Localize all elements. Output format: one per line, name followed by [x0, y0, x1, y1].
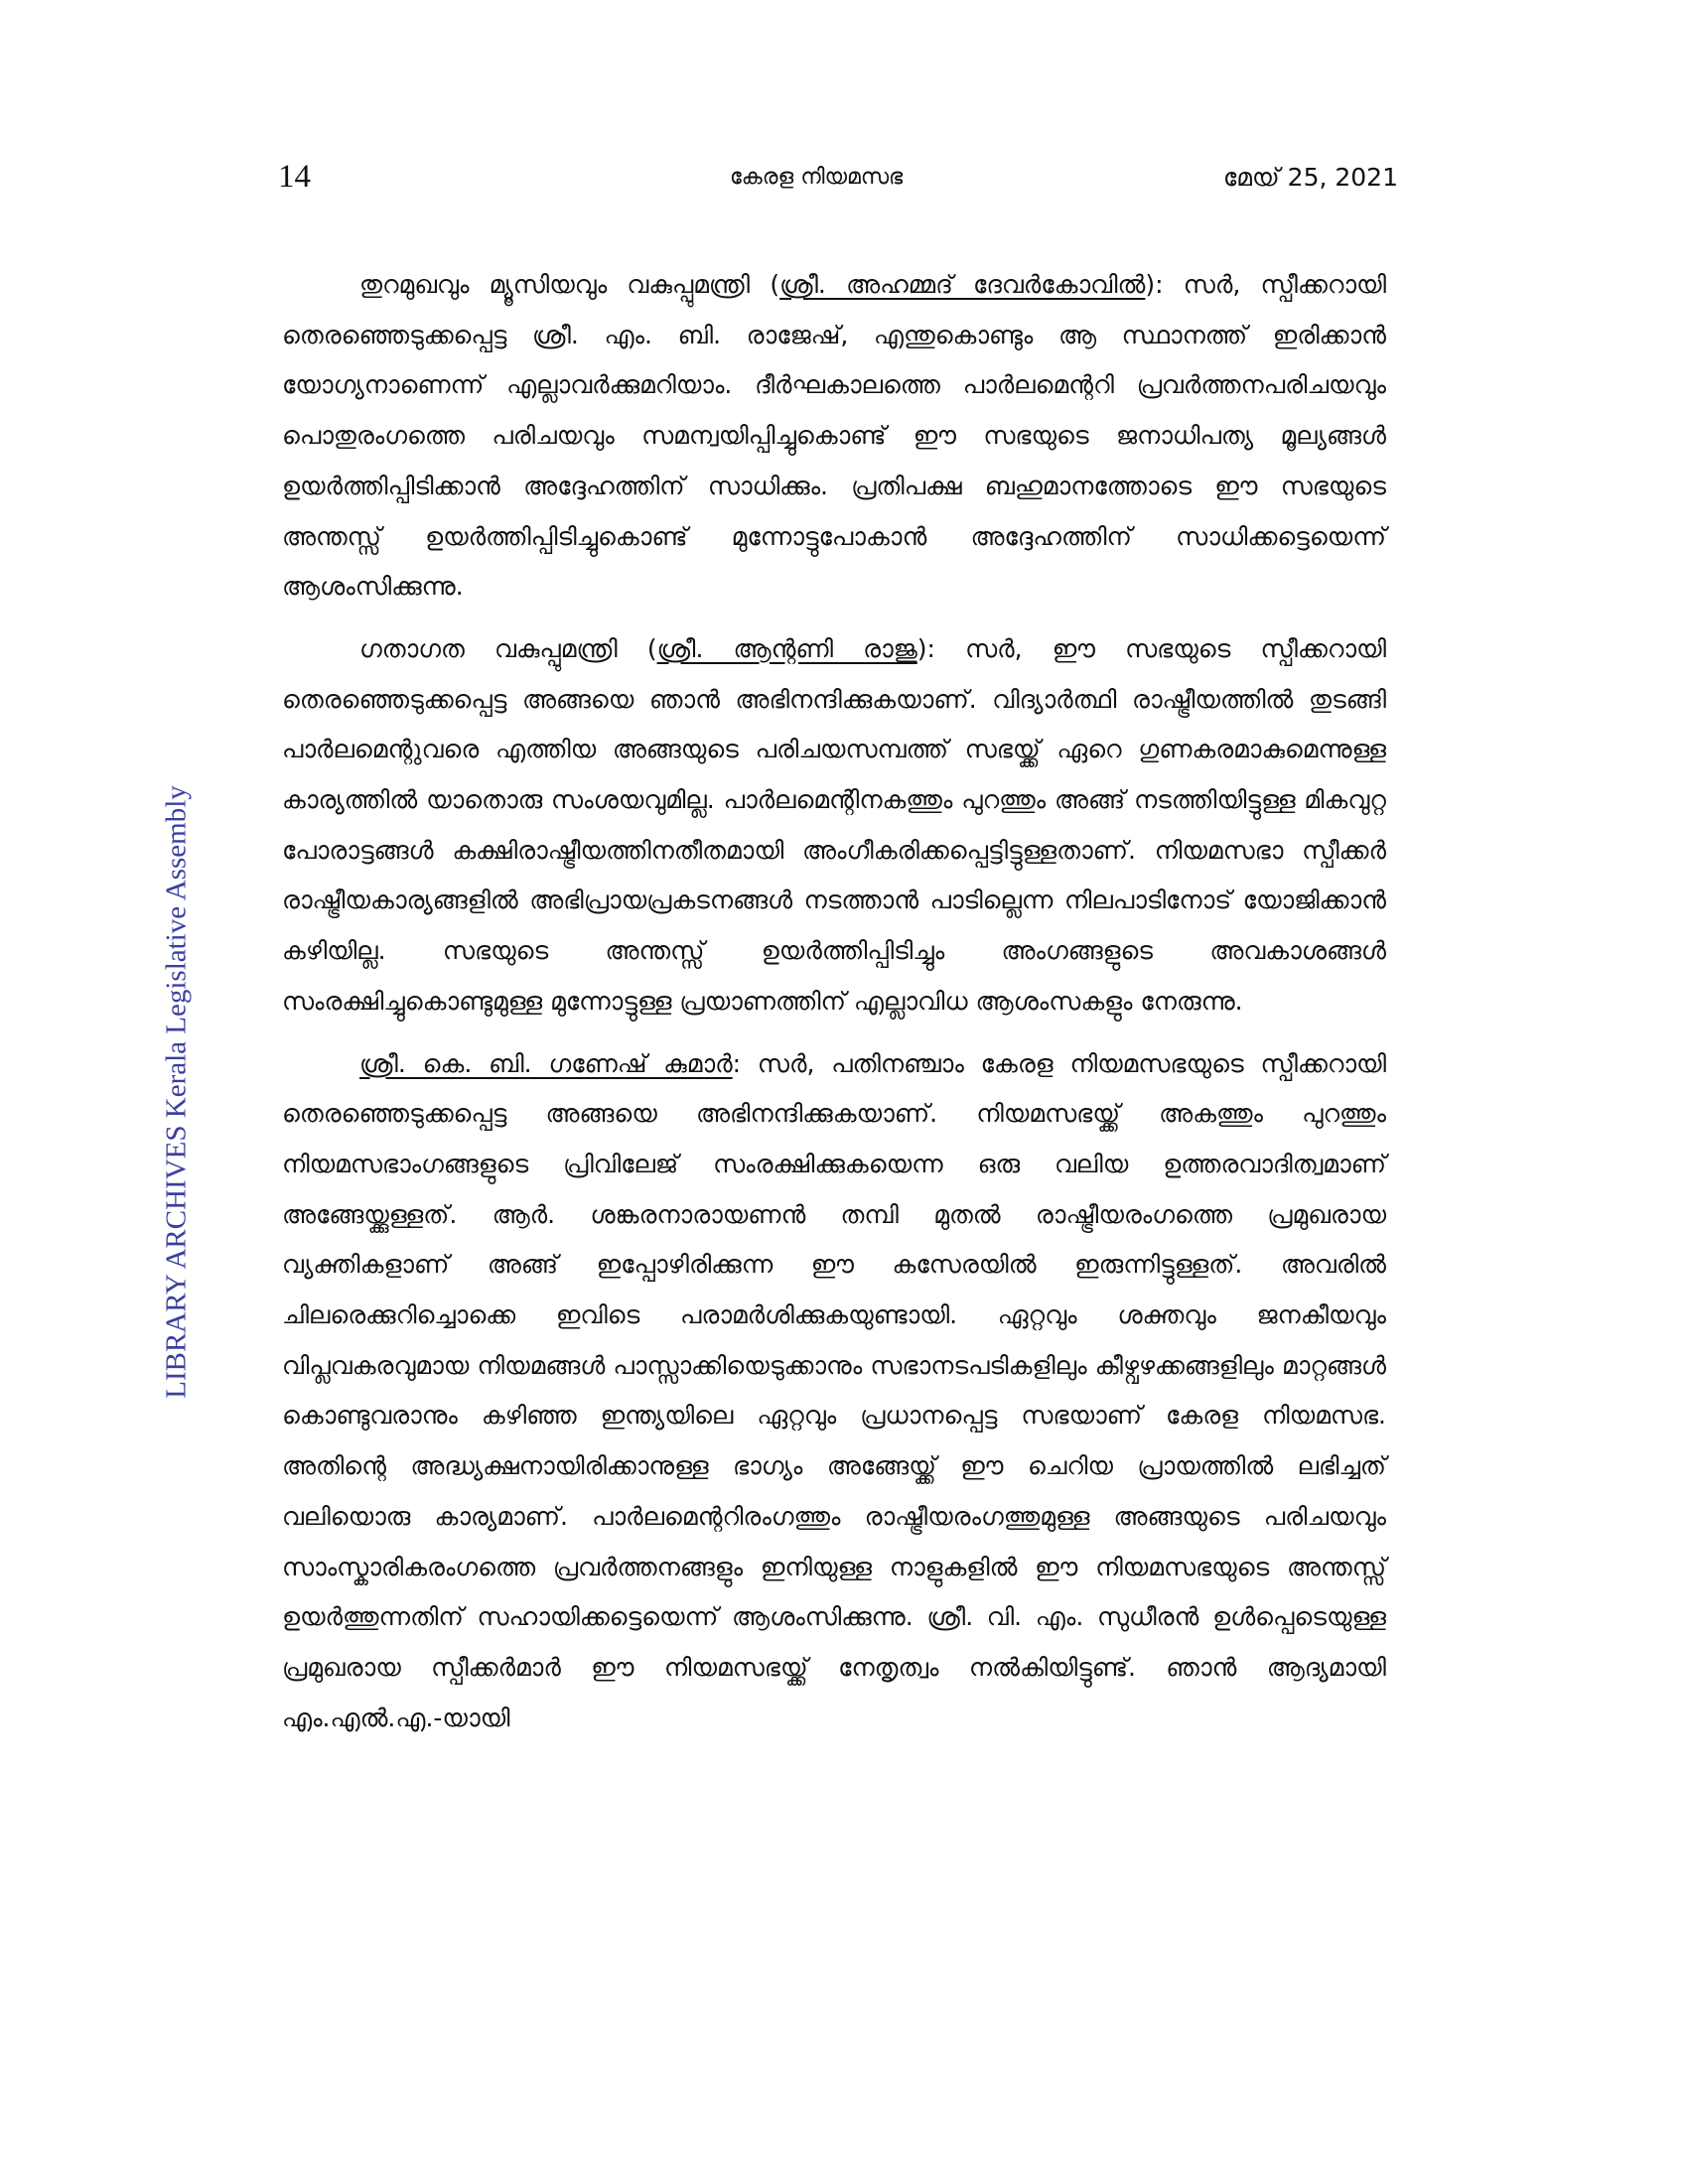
speaker-title: തുറമുഖവും മ്യൂസിയവും വകുപ്പുമന്ത്രി ( — [359, 270, 780, 299]
header-date: മേയ് 25, 2021 — [1222, 163, 1398, 192]
speaker-name: ശ്രീ. കെ. ബി. ഗണേഷ് കുമാർ — [359, 1048, 733, 1078]
page-number: 14 — [278, 159, 311, 195]
paragraph-text: : സർ, പതിനഞ്ചാം കേരള നിയമസഭയുടെ സ്പീക്കറായി തെരഞ്ഞെടുക്കപ്പെട്ട അങ്ങയെ അഭിനന്ദിക്കുകയാണ്. നിയമസഭയ്ക്ക് അകത്തും പുറത്തും നിയമസഭാംഗങ്ങളുടെ പ്രിവിലേജ് സംരക്ഷിക്കുകയെന്ന ഒരു വലിയ ഉത്തരവാദിത്വമാണ് അങ്ങേയ്ക്കുള്ളത്. ആർ. ശങ്കരനാരായണൻ തമ്പി മുതൽ രാഷ്ട്രീയരംഗത്തെ പ്രമുഖരായ വ്യക്തികളാണ് അങ്ങ് ഇപ്പോഴിരിക്കുന്ന ഈ കസേരയിൽ ഇരുന്നിട്ടുള്ളത്. അവരിൽ ചിലരെക്കുറിച്ചൊക്കെ ഇവിടെ പരാമർശിക്കുകയുണ്ടായി. ഏറ്റവും ശക്തവും ജനകീയവും വിപ്ലവകരവുമായ നിയമങ്ങൾ പാസ്സാക്കിയെടുക്കാനും സഭാനടപടികളിലും കീഴ്വഴക്കങ്ങളിലും മാറ്റങ്ങൾ കൊണ്ടുവരാനും കഴിഞ്ഞ ഇന്ത്യയിലെ ഏറ്റവും പ്രധാനപ്പെട്ട സഭയാണ് കേരള നിയമസഭ. അതിന്റെ അദ്ധ്യക്ഷനായിരിക്കാനുള്ള ഭാഗ്യം അങ്ങേയ്ക്ക് ഈ ചെറിയ പ്രായത്തിൽ ലഭിച്ചത് വലിയൊരു കാര്യമാണ്. പാർലമെന്ററിരംഗത്തും രാഷ്ട്രീയരംഗത്തുമുള്ള അങ്ങയുടെ പരിചയവും സാംസ്കാരികരംഗത്തെ പ്രവർത്തനങ്ങളും ഇനിയുള്ള നാളുകളിൽ ഈ നിയമസഭയുടെ അന്തസ്സ് ഉയർത്തുന്നതിന് സഹായിക്കട്ടെയെന്ന് ആശംസിക്കുന്നു. ശ്രീ. വി. എം. സുധീരൻ ഉൾപ്പെടെയുള്ള പ്രമുഖരായ സ്പീക്കർമാർ ഈ നിയമസഭയ്ക്ക് നേതൃത്വം നൽകിയിട്ടുണ്ട്. ഞാൻ ആദ്യമായി എം.എൽ.എ.-യായി — [282, 1048, 1386, 1732]
archive-watermark: LIBRARY ARCHIVES Kerala Legislative Assembly — [160, 785, 193, 1399]
header-title: കേരള നിയമസഭ — [730, 165, 904, 190]
paragraph-3 — [282, 1039, 1386, 1744]
paragraph-text: ): സർ, ഈ സഭയുടെ സ്പീക്കറായി തെരഞ്ഞെടുക്കപ്പെട്ട അങ്ങയെ ഞാൻ അഭിനന്ദിക്കുകയാണ്. വിദ്യാർത്ഥി രാഷ്ട്രീയത്തിൽ തുടങ്ങി പാർലമെന്റുവരെ എത്തിയ അങ്ങയുടെ പരിചയസമ്പത്ത് സഭയ്ക്ക് ഏറെ ഗുണകരമാകുമെന്നുള്ള കാര്യത്തിൽ യാതൊരു സംശയവുമില്ല. പാർലമെന്റിനകത്തും പുറത്തും അങ്ങ് നടത്തിയിട്ടുള്ള മികവുറ്റ പോരാട്ടങ്ങൾ കക്ഷിരാഷ്ട്രീയത്തിനതീതമായി അംഗീകരിക്കപ്പെട്ടിട്ടുള്ളതാണ്. നിയമസഭാ സ്പീക്കർ രാഷ്ട്രീയകാര്യങ്ങളിൽ അഭിപ്രായപ്രകടനങ്ങൾ നടത്താൻ പാടില്ലെന്ന നിലപാടിനോട് യോജിക്കാൻ കഴിയില്ല. സഭയുടെ അന്തസ്സ് ഉയർത്തിപ്പിടിച്ചും അംഗങ്ങളുടെ അവകാശങ്ങൾ സംരക്ഷിച്ചുകൊണ്ടുമുള്ള മുന്നോട്ടുള്ള പ്രയാണത്തിന് എല്ലാവിധ ആശംസകളും നേരുന്നു. — [282, 633, 1386, 1016]
speaker-name: ശ്രീ. ആന്റണി രാജു — [656, 633, 917, 663]
document-body — [282, 260, 1386, 1755]
page-header — [0, 159, 1688, 199]
paragraph-text: ): സർ, സ്പീക്കറായി തെരഞ്ഞെടുക്കപ്പെട്ട ശ്രീ. എം. ബി. രാജേഷ്, എന്തുകൊണ്ടും ആ സ്ഥാനത്ത് ഇരിക്കാൻ യോഗ്യനാണെന്ന് എല്ലാവർക്കുമറിയാം. ദീർഘകാലത്തെ പാർലമെന്ററി പ്രവർത്തനപരിചയവും പൊതുരംഗത്തെ പരിചയവും സമന്വയിപ്പിച്ചുകൊണ്ട് ഈ സഭയുടെ ജനാധിപത്യ മൂല്യങ്ങൾ ഉയർത്തിപ്പിടിക്കാൻ അദ്ദേഹത്തിന് സാധിക്കും. പ്രതിപക്ഷ ബഹുമാനത്തോടെ ഈ സഭയുടെ അന്തസ്സ് ഉയർത്തിപ്പിടിച്ചുകൊണ്ട് മുന്നോട്ടുപോകാൻ അദ്ദേഹത്തിന് സാധിക്കട്ടെയെന്ന് ആശംസിക്കുന്നു. — [282, 270, 1386, 602]
paragraph-2 — [282, 624, 1386, 1027]
paragraph-1 — [282, 260, 1386, 613]
speaker-title: ഗതാഗത വകുപ്പുമന്ത്രി ( — [359, 633, 657, 663]
speaker-name: ശ്രീ. അഹമ്മദ് ദേവർകോവിൽ — [779, 270, 1146, 299]
